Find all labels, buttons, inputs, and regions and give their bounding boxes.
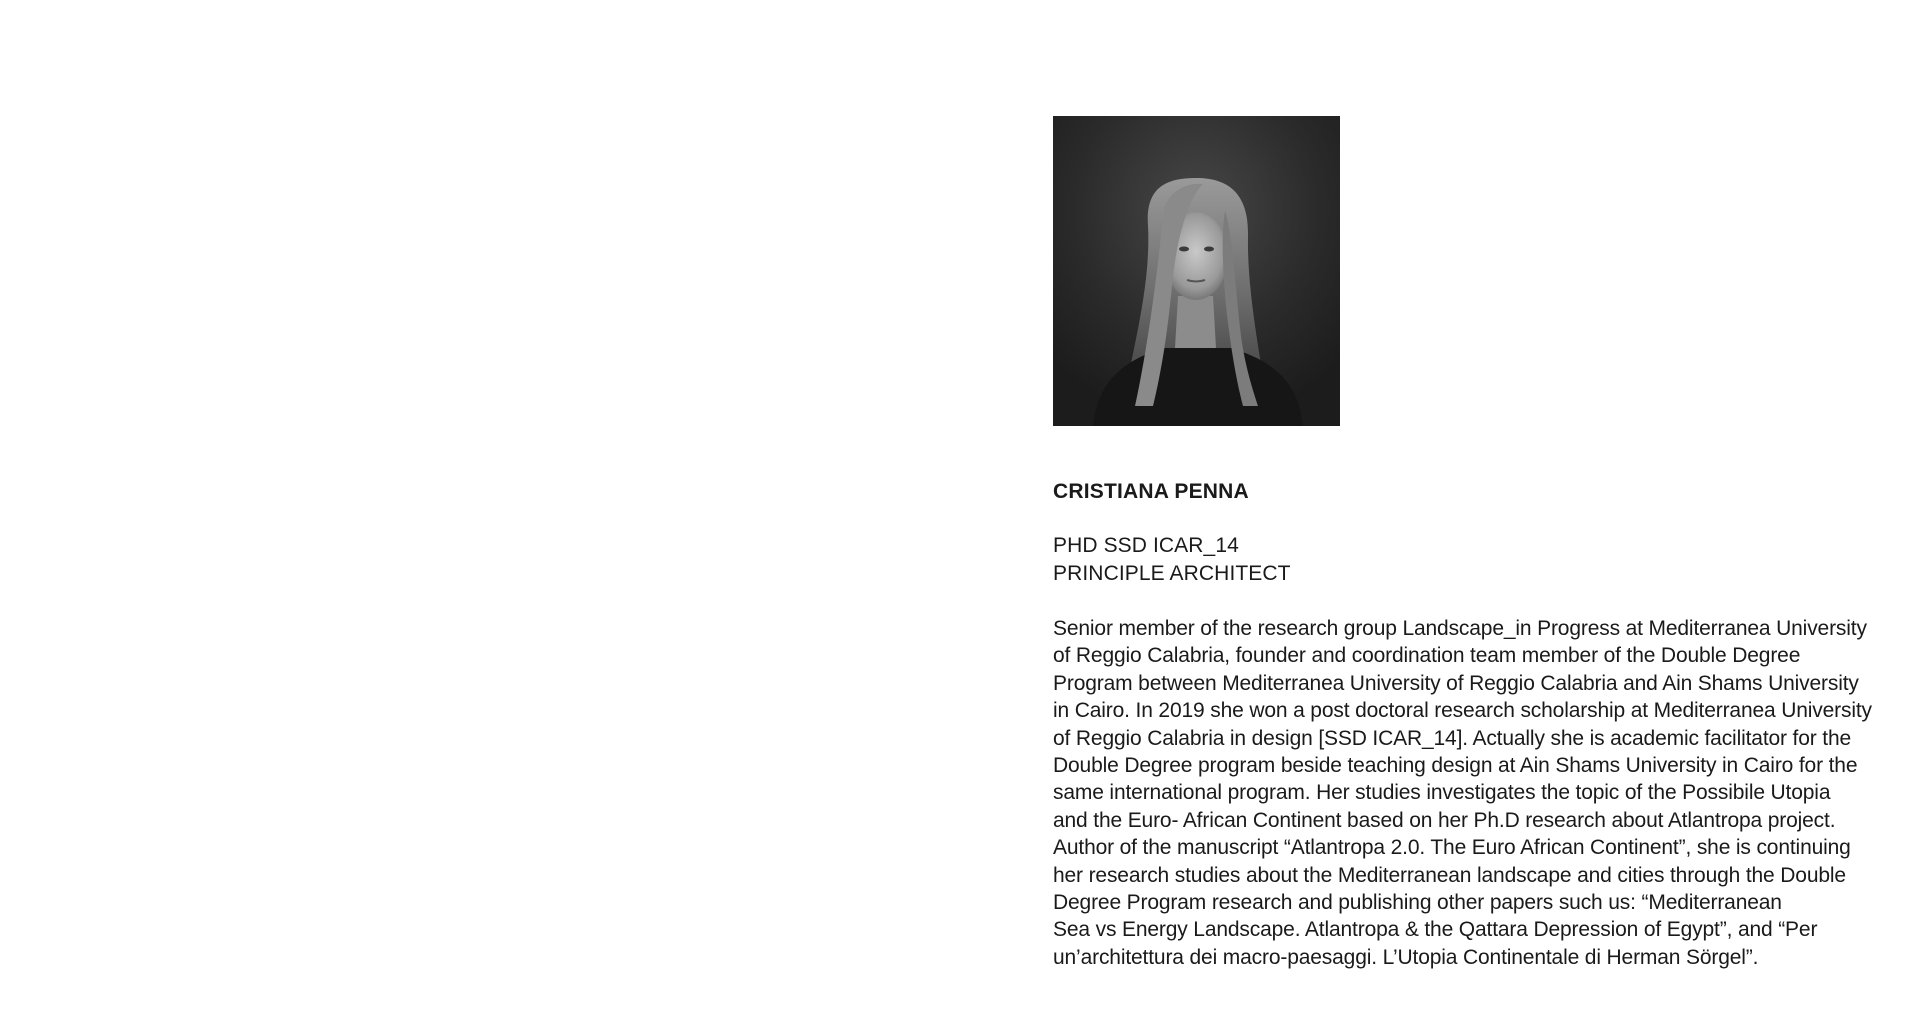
- portrait-illustration: [1053, 116, 1340, 426]
- bio-line: of Reggio Calabria in design [SSD ICAR_14]. Actually she is academic facilitator for the: [1053, 726, 1852, 750]
- bio-line: Degree Program research and publishing other papers such us: “Mediterranean: [1053, 891, 1782, 915]
- title-role: PRINCIPLE ARCHITECT: [1053, 561, 1291, 585]
- bio-line: Double Degree program beside teaching design at Ain Shams University in Cairo for the: [1053, 754, 1858, 778]
- person-titles: [1053, 532, 1893, 587]
- biography: [1053, 615, 1893, 971]
- title-degree: PHD SSD ICAR_14: [1053, 534, 1239, 557]
- bio-line: and the Euro- African Continent based on her Ph.D research about Atlantropa project.: [1053, 808, 1836, 832]
- bio-line: same international program. Her studies investigates the topic of the Possibile Utopia: [1053, 781, 1831, 805]
- bio-line: her research studies about the Mediterranean landscape and cities through the Double: [1053, 863, 1846, 887]
- bio-line: in Cairo. In 2019 she won a post doctoral research scholarship at Mediterranea University: [1053, 699, 1872, 723]
- bio-line: Senior member of the research group Landscape_in Progress at Mediterranea University: [1053, 617, 1867, 640]
- profile-card: [1053, 116, 1893, 971]
- bio-line: Author of the manuscript “Atlantropa 2.0. The Euro African Continent”, she is continuing: [1053, 836, 1851, 860]
- bio-line: of Reggio Calabria, founder and coordination team member of the Double Degree: [1053, 644, 1801, 668]
- person-name: CRISTIANA PENNA: [1053, 480, 1249, 503]
- bio-line: Program between Mediterranea University of Reggio Calabria and Ain Shams University: [1053, 671, 1859, 695]
- bio-line: un’architettura dei macro-paesaggi. L’Utopia Continentale di Herman Sörgel”.: [1053, 945, 1759, 969]
- bio-line: Sea vs Energy Landscape. Atlantropa & the Qattara Depression of Egypt”, and “Per: [1053, 918, 1818, 942]
- portrait-photo: [1053, 116, 1340, 426]
